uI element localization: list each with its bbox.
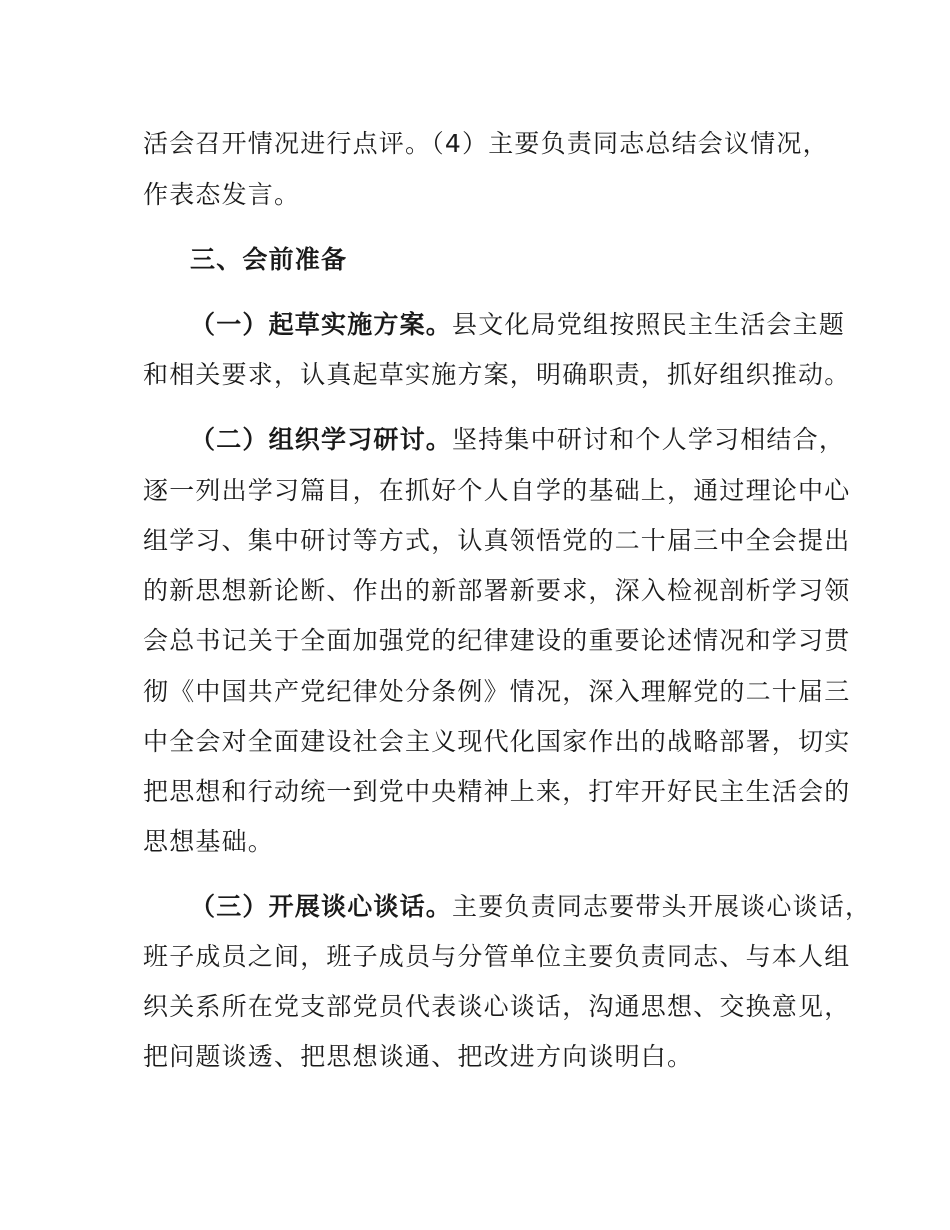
para3-line-9: 思想基础。 [143, 827, 275, 856]
section-heading: 三、会前准备 [190, 245, 348, 274]
para3-line-1-text: 坚持集中研讨和个人学习相结合， [452, 425, 846, 454]
para1-line-2: 作表态发言。 [143, 180, 301, 209]
para4-line-1 [190, 890, 871, 924]
para3-lead-title: （二）组织学习研讨。 [190, 425, 453, 454]
para3-line-4: 的新思想新论断、作出的新部署新要求，深入检视剖析学习领 [143, 576, 851, 605]
para3-line-1 [190, 423, 845, 457]
para4-lead-title: （三）开展谈心谈话。 [190, 892, 453, 921]
para2-line-2: 和相关要求，认真起草实施方案，明确职责，抓好组织推动。 [143, 360, 851, 389]
para3-line-2: 逐一列出学习篇目，在抓好个人自学的基础上，通过理论中心 [143, 476, 851, 505]
para2-lead-title: （一）起草实施方案。 [190, 310, 453, 339]
para3-line-7: 中全会对全面建设社会主义现代化国家作出的战略部署，切实 [143, 727, 851, 756]
para4-line-3: 织关系所在党支部党员代表谈心谈话，沟通思想、交换意见， [143, 992, 851, 1021]
para4-line-2: 班子成员之间，班子成员与分管单位主要负责同志、与本人组 [143, 942, 851, 971]
para3-line-3: 组学习、集中研讨等方式，认真领悟党的二十届三中全会提出 [143, 526, 851, 555]
para2-line-1-text: 县文化局党组按照民主生活会主题 [452, 310, 846, 339]
para2-line-1 [190, 308, 845, 342]
para4-line-1-text: 主要负责同志要带头开展谈心谈话， [452, 892, 872, 921]
para3-line-5: 会总书记关于全面加强党的纪律建设的重要论述情况和学习贯 [143, 626, 851, 655]
para3-line-8: 把思想和行动统一到党中央精神上来，打牢开好民主生活会的 [143, 777, 851, 806]
para3-line-6: 彻《中国共产党纪律处分条例》情况，深入理解党的二十届三 [143, 677, 851, 706]
para4-line-4: 把问题谈透、把思想谈通、把改进方向谈明白。 [143, 1042, 694, 1071]
para1-line-1: 活会召开情况进行点评。（4）主要负责同志总结会议情况， [143, 129, 829, 158]
